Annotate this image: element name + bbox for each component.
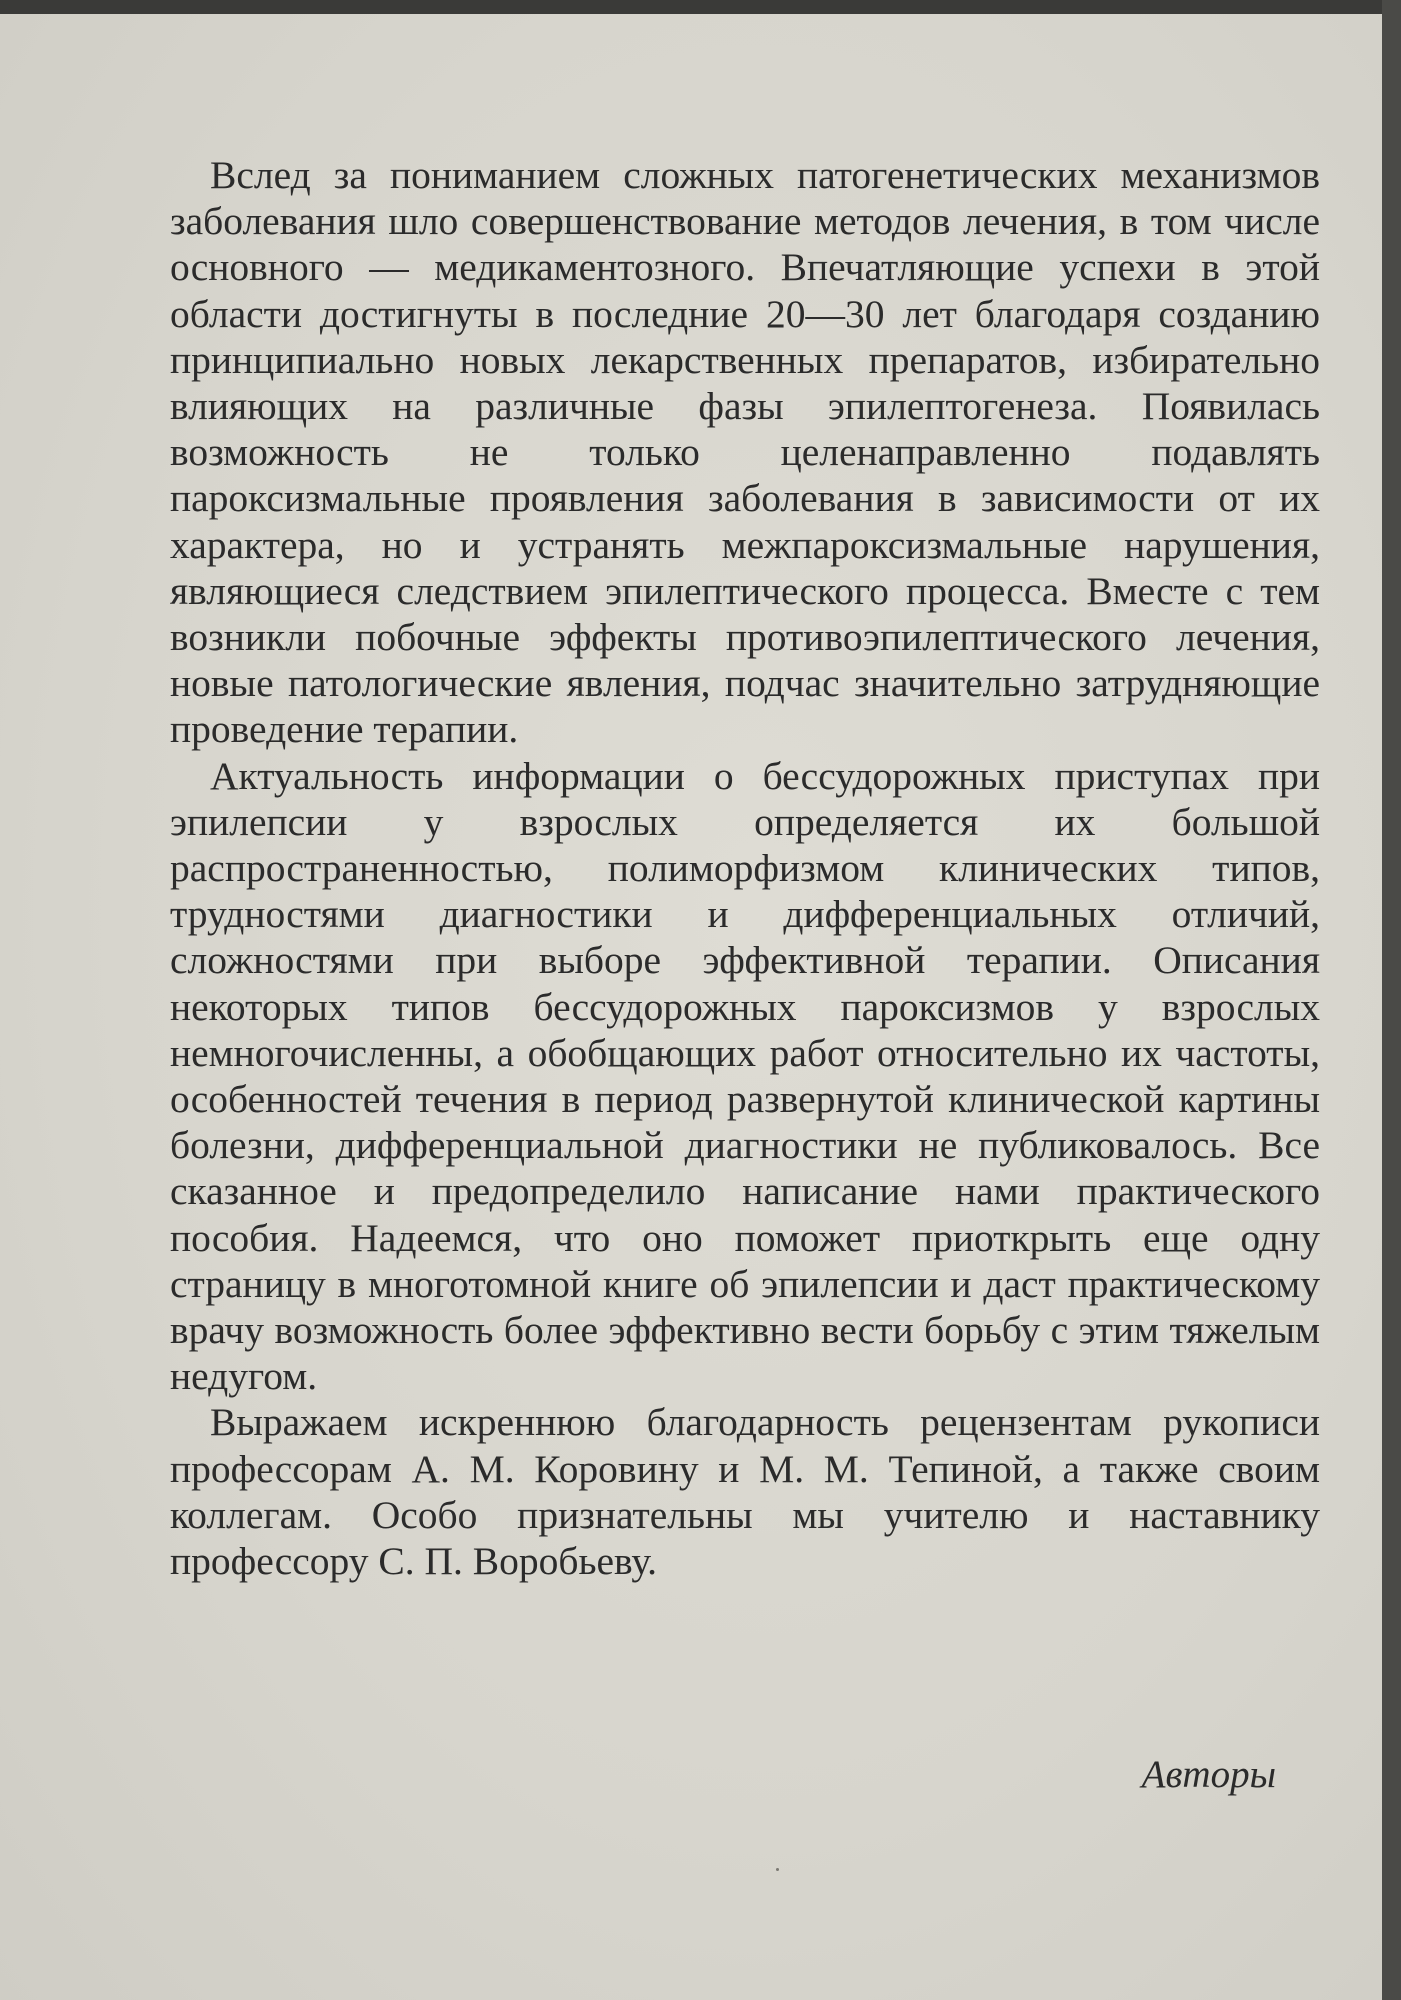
body-text [170, 152, 1320, 1584]
paragraph-acknowledgements: Выражаем искреннюю благодарность рецензентам рукописи профессорам А. М. Коровину и М. М. Тепиной, а также своим коллегам. Особо признательны мы учителю и наставнику профессору С. П. Воробьеву. [170, 1400, 1320, 1584]
paragraph-relevance: Актуальность информации о бессудорожных приступах при эпилепсии у взрослых определяется их большой распространенностью, полиморфизмом клинических типов, трудностями диагностики и дифференциальных отличий, сложностями при выборе эффективной терапии. Описания некоторых типов бессудорожных пароксизмов у взрослых немногочисленны, а обобщающих работ относительно их частоты, особенностей течения в период развернутой клинической картины болезни, дифференциальной диагностики не публиковалось. Все сказанное и предопределило написание нами практического пособия. Надеемся, что оно поможет приоткрыть еще одну страницу в многотомной книге об эпилепсии и даст практическому врачу возможность более эффективно вести борьбу с этим тяжелым недугом. [170, 753, 1320, 1399]
page-edge-shadow [1382, 0, 1401, 2000]
paper-speck [776, 1868, 779, 1871]
authors-signature: Авторы [1141, 1753, 1276, 1796]
paragraph-treatment: Вслед за пониманием сложных патогенетических механизмов заболевания шло совершенствование методов лечения, в том числе основного — медикаментозного. Впечатляющие успехи в этой области достигнуты в последние 20—30 лет благодаря созданию принципиально новых лекарственных препаратов, избирательно влияющих на различные фазы эпилептогенеза. Появилась возможность не только целенаправленно подавлять пароксизмальные проявления заболевания в зависимости от их характера, но и устранять межпароксизмальные нарушения, являющиеся следствием эпилептического процесса. Вместе с тем возникли побочные эффекты противоэпилептического лечения, новые патологические явления, подчас значительно затрудняющие проведение терапии. [170, 153, 1320, 752]
